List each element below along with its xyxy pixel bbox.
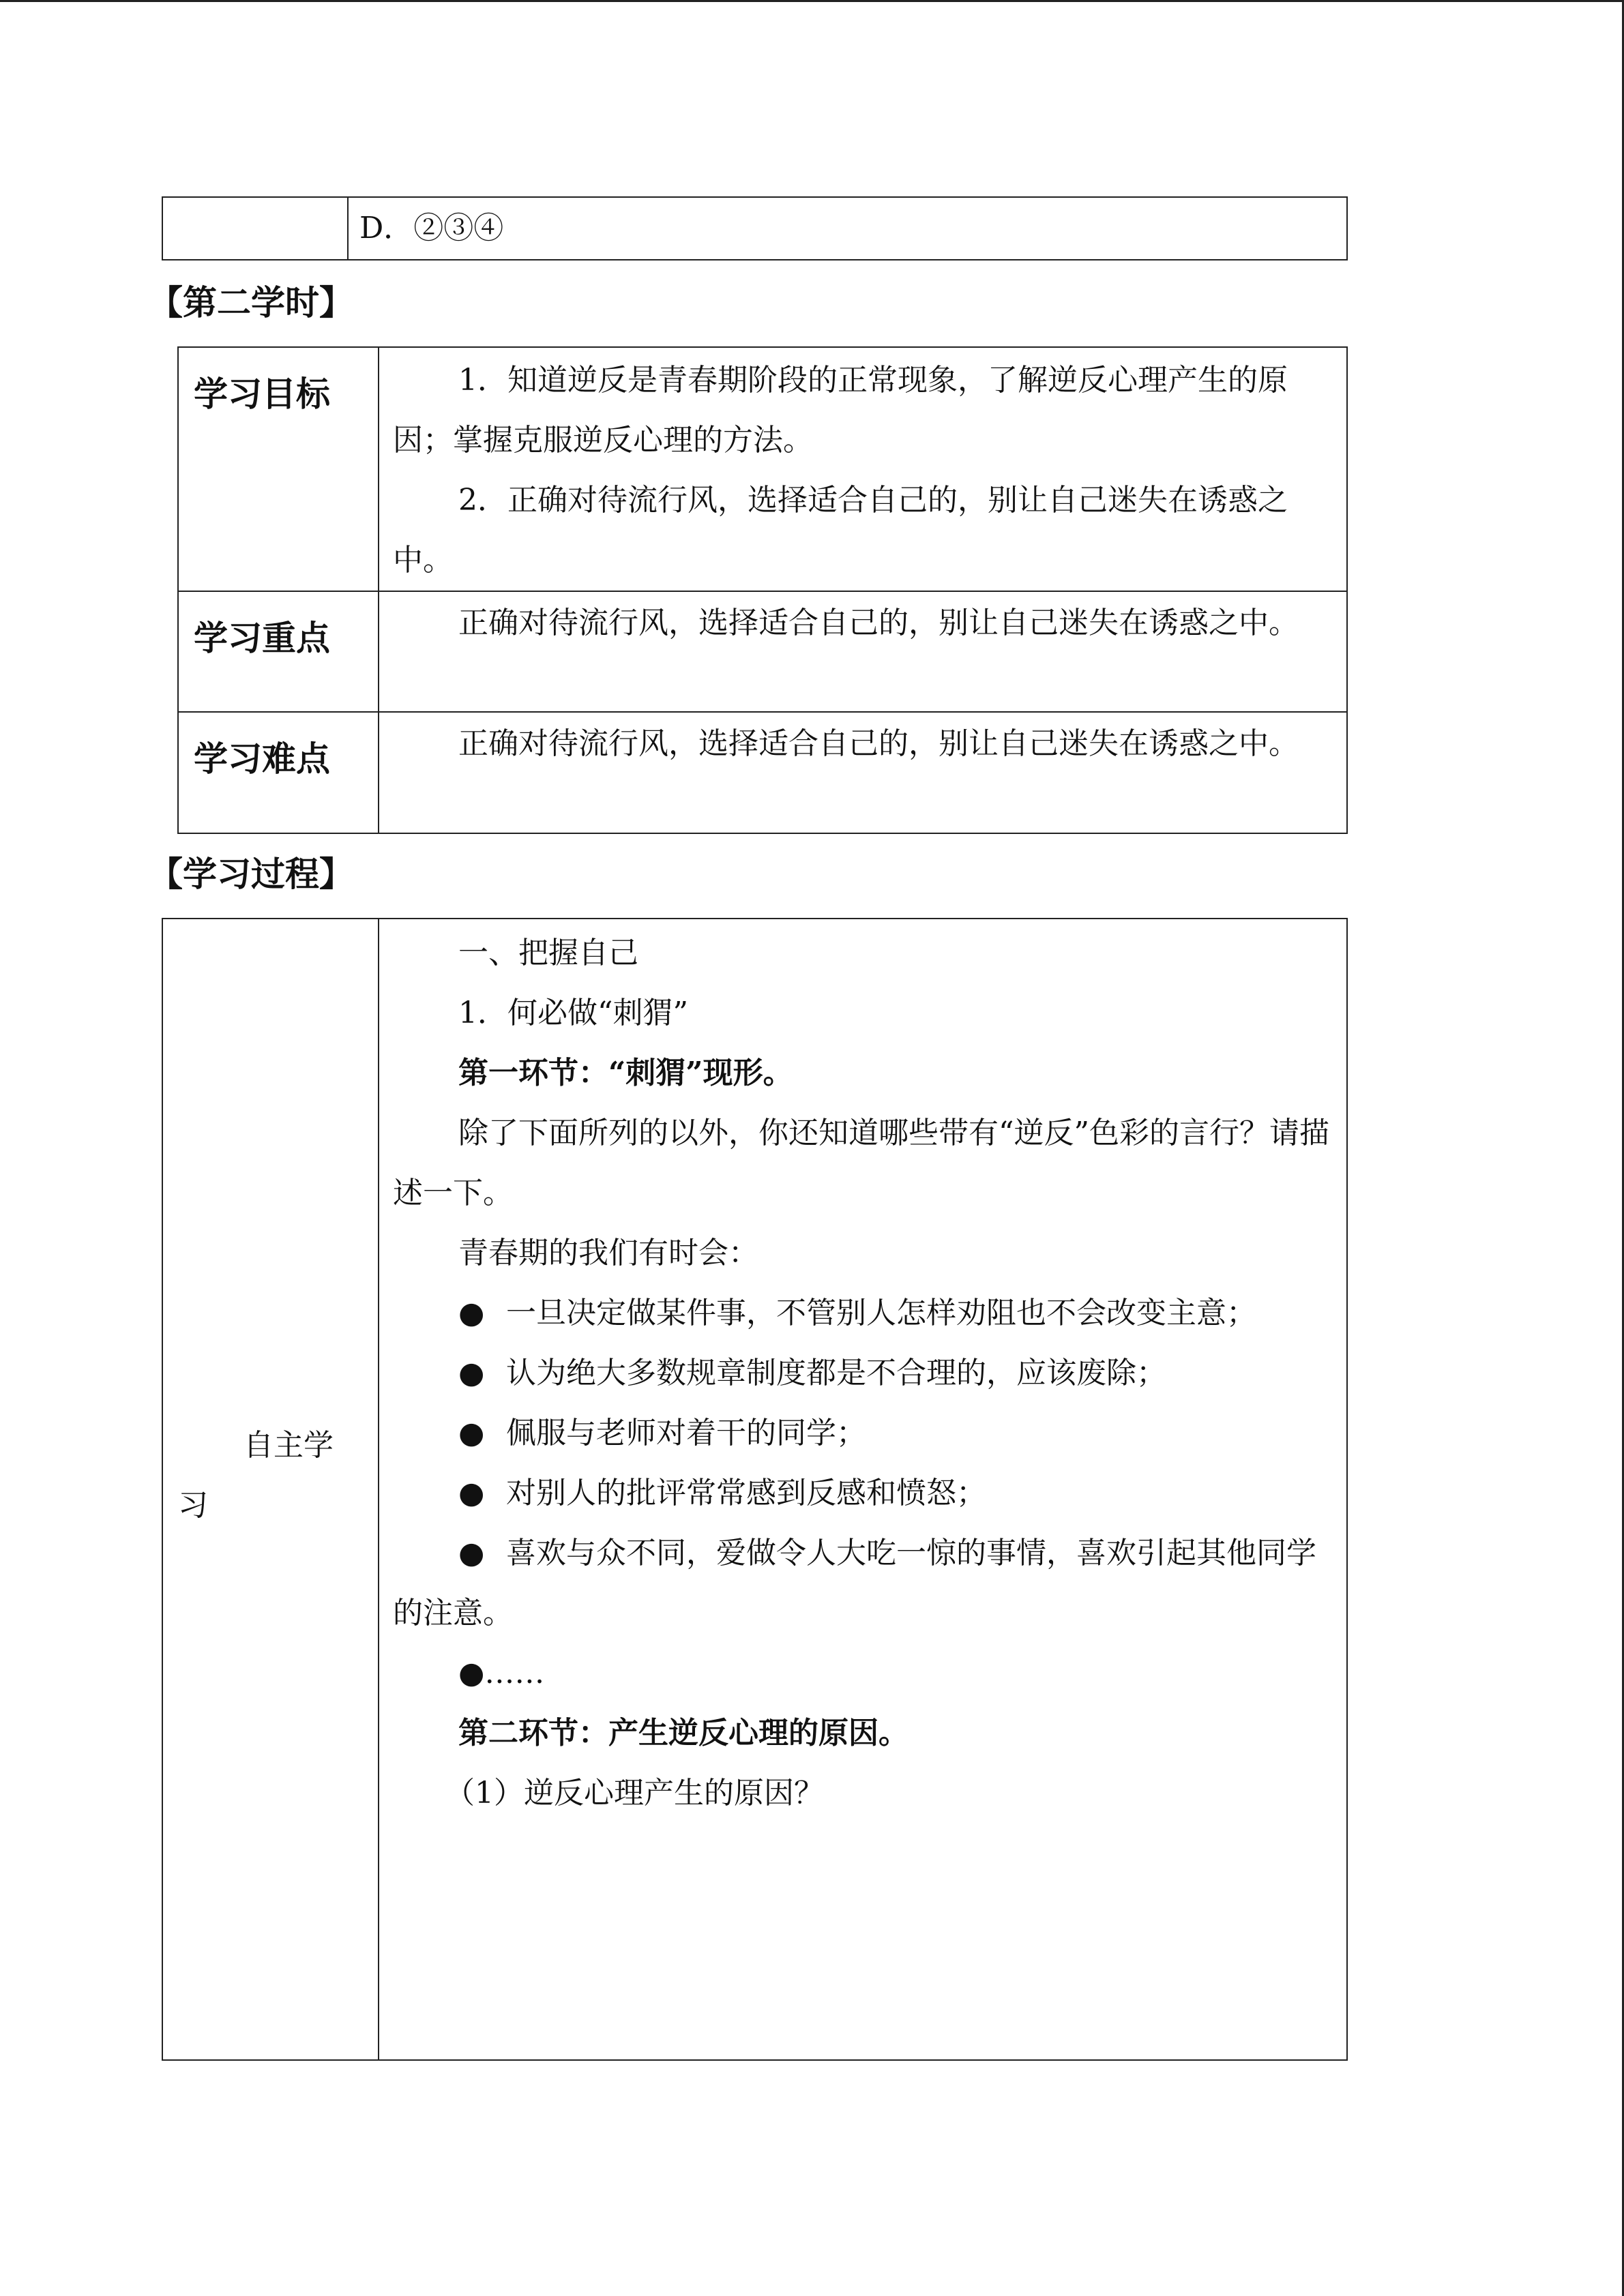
bullet-icon: ●	[458, 1536, 485, 1570]
self-study-label-cell	[162, 919, 379, 2060]
part-title: 一、把握自己	[458, 936, 638, 970]
objectives-content-cell	[379, 347, 1347, 591]
lead-in-text: 青春期的我们有时会：	[458, 1236, 758, 1270]
key-points-label: 学习重点	[194, 618, 330, 658]
subsection-title: 1．何必做“刺猬”	[458, 996, 688, 1030]
objective-item-1: 1．知道逆反是青春期阶段的正常现象，了解逆反心理产生的原因；掌握克服逆反心理的方法。	[393, 363, 1288, 458]
list-item-text: 喜欢与众不同，爱做令人大吃一惊的事情，喜欢引起其他同学的注意。	[393, 1536, 1316, 1630]
objectives-table	[177, 346, 1348, 834]
step-one-title: 第一环节：“刺猬”现形。	[458, 1056, 793, 1090]
key-points-content-cell	[379, 591, 1347, 712]
page-top-border	[0, 0, 1624, 2]
objective-item-2: 2．正确对待流行风，选择适合自己的，别让自己迷失在诱惑之中。	[393, 483, 1288, 578]
learning-process-heading: 【学习过程】	[149, 854, 353, 894]
difficulties-content-cell	[379, 712, 1347, 833]
objectives-label: 学习目标	[194, 374, 330, 414]
self-study-label: 自主学习	[178, 1428, 334, 1523]
objectives-label-cell	[178, 347, 379, 591]
second-period-heading: 【第二学时】	[149, 283, 353, 323]
list-item	[393, 1403, 1331, 1463]
difficulties-text: 正确对待流行风，选择适合自己的，别让自己迷失在诱惑之中。	[458, 726, 1299, 761]
step-two-title: 第二环节：产生逆反心理的原因。	[458, 1716, 909, 1750]
list-item-text: 佩服与老师对着干的同学；	[506, 1416, 866, 1450]
continued-empty-cell	[162, 197, 348, 260]
continued-answer-table	[162, 196, 1348, 260]
list-item	[393, 1283, 1331, 1343]
bullet-icon: ●	[458, 1296, 485, 1330]
list-item-text: 一旦决定做某件事，不管别人怎样劝阻也不会改变主意；	[506, 1296, 1256, 1330]
key-points-label-cell	[178, 591, 379, 712]
ellipsis-item: ●……	[458, 1656, 545, 1690]
answer-option-cell	[348, 197, 1347, 260]
list-item-text: 对别人的批评常常感到反感和愤怒；	[506, 1476, 986, 1510]
key-points-text: 正确对待流行风，选择适合自己的，别让自己迷失在诱惑之中。	[458, 606, 1299, 640]
list-item	[393, 1523, 1331, 1643]
learning-process-table	[162, 918, 1348, 2061]
bullet-icon: ●	[458, 1356, 485, 1390]
difficulties-label: 学习难点	[194, 739, 330, 779]
bullet-icon: ●	[458, 1476, 485, 1510]
list-item-text: 认为绝大多数规章制度都是不合理的，应该废除；	[506, 1356, 1166, 1390]
bullet-icon: ●	[458, 1416, 485, 1450]
question-text: （1）逆反心理产生的原因？	[445, 1776, 824, 1810]
self-study-content-cell	[379, 919, 1347, 2060]
prompt-text: 除了下面所列的以外，你还知道哪些带有“逆反”色彩的言行？请描述一下。	[393, 1116, 1329, 1210]
difficulties-label-cell	[178, 712, 379, 833]
list-item	[393, 1463, 1331, 1523]
list-item	[393, 1343, 1331, 1403]
answer-option-d: D．②③④	[359, 211, 504, 245]
